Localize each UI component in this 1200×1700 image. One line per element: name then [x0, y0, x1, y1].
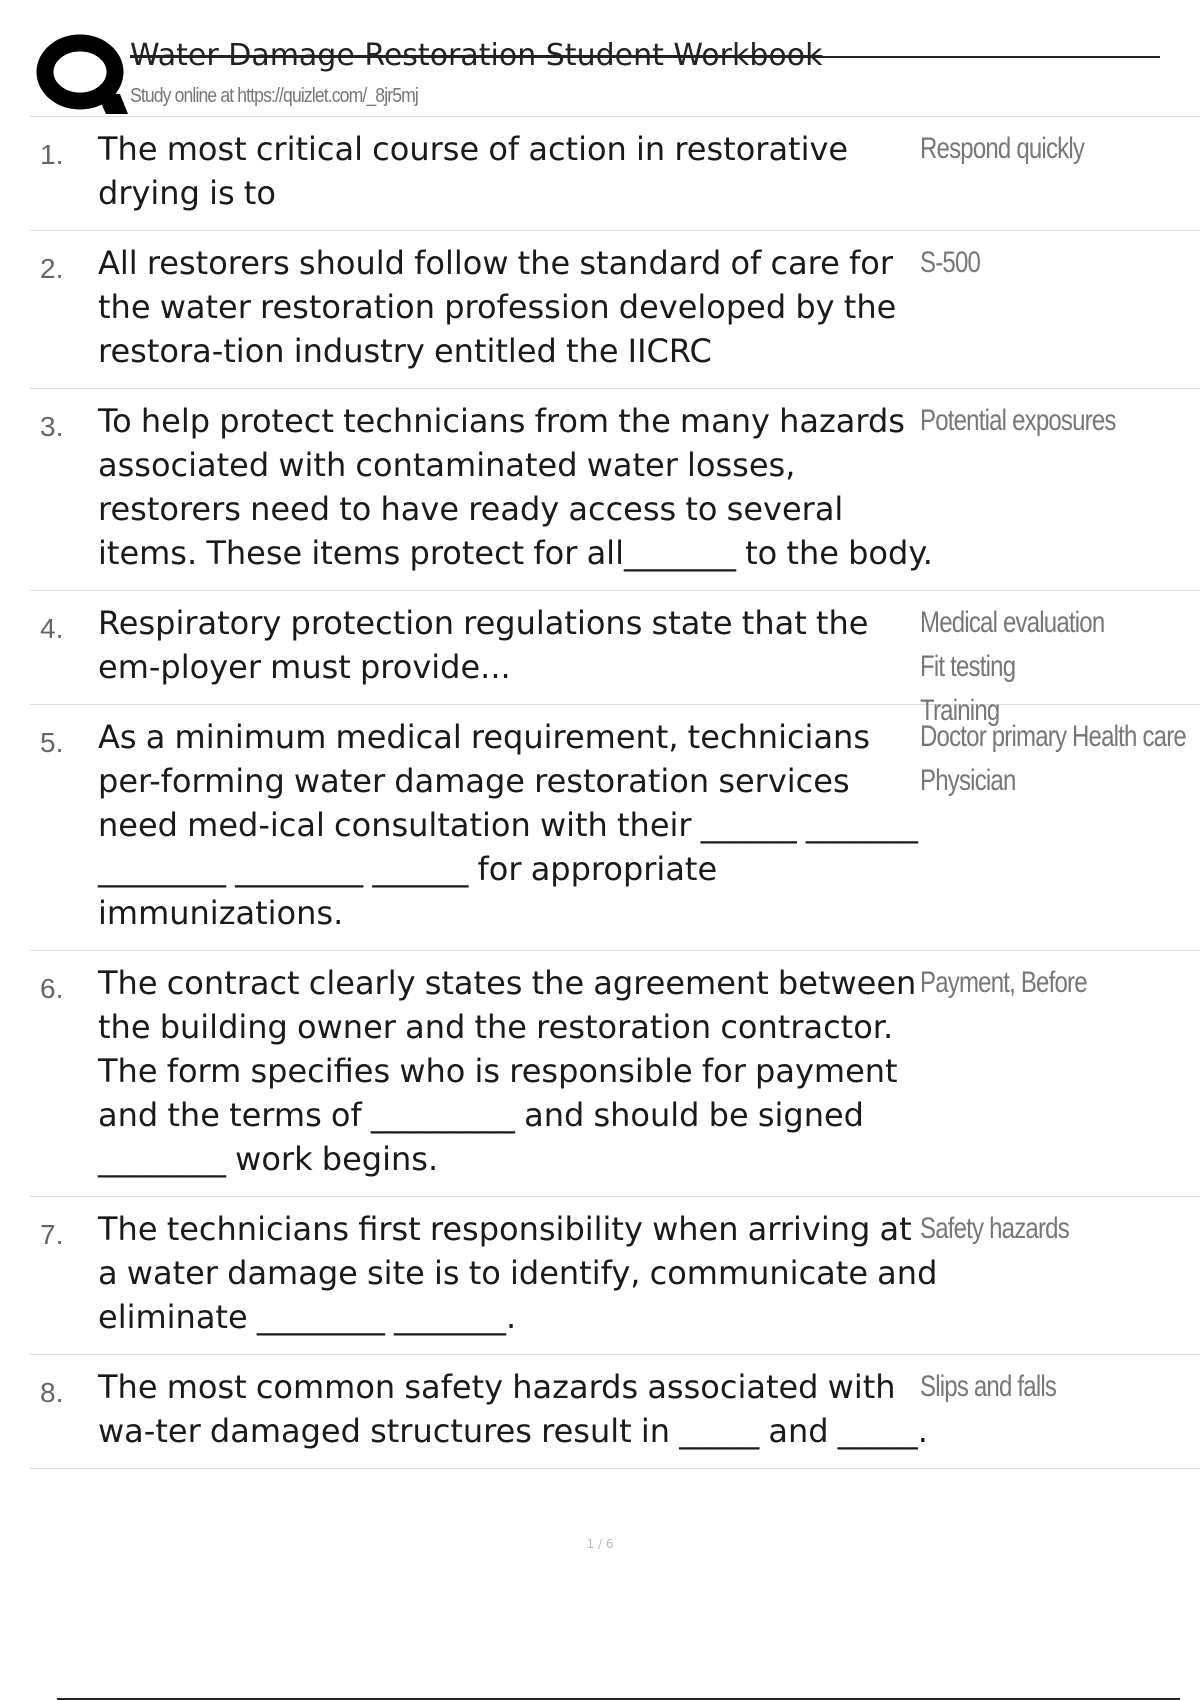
card-row [30, 1355, 1200, 1469]
card-definition [920, 1365, 1200, 1409]
study-online-link[interactable]: Study online at https://quizlet.com/_8jr5mj [130, 85, 418, 107]
card-term: To help protect technicians from the many hazards associated with contaminated water losses, restorers need to have ready access to several items. These items protect for all_______ to the body. [98, 402, 933, 572]
card-term: All restorers should follow the standard of care for the water restoration profession developed by the restora-tion industry entitled the IICRC [98, 244, 897, 370]
card-definition-line: Medical evaluation [920, 606, 1105, 639]
quizlet-logo-icon [32, 32, 142, 116]
card-definition-line: Slips and falls [920, 1370, 1057, 1403]
flashcard-list [30, 116, 1200, 1469]
card-row [30, 389, 1200, 591]
card-definition [920, 1207, 1200, 1251]
card-definition [920, 961, 1200, 1005]
card-term: The contract clearly states the agreement between the building owner and the restoration contractor. The form specifies who is responsible for payment and the terms of _________ and should be signed ________ work begins. [98, 964, 917, 1178]
card-definition [920, 241, 1200, 285]
card-number: 6. [40, 973, 64, 1004]
card-definition [920, 127, 1200, 171]
card-definition-line: Payment, Before [920, 966, 1087, 999]
card-definition-line: Potential exposures [920, 404, 1116, 437]
card-number: 4. [40, 613, 64, 644]
card-definition [920, 715, 1200, 803]
page-header [30, 30, 1160, 118]
card-term: The most critical course of action in restorative drying is to [98, 130, 849, 212]
card-row [30, 951, 1200, 1197]
card-term: Respiratory protection regulations state that the em-ployer must provide... [98, 604, 869, 686]
card-number: 7. [40, 1219, 64, 1250]
card-number: 8. [40, 1377, 64, 1408]
card-term: As a minimum medical requirement, technicians per-forming water damage restoration services need med-ical consultation with their ______ _______ ________ ________ ______ for appropriate immunizations. [98, 718, 918, 932]
card-row [30, 591, 1200, 727]
card-definition-line: Physician [920, 764, 1016, 797]
card-number: 5. [40, 727, 64, 758]
card-term: The most common safety hazards associated with wa-ter damaged structures result in _____ and _____. [98, 1368, 928, 1450]
card-definition-line: S-500 [920, 246, 981, 279]
card-definition-line: Fit testing [920, 650, 1016, 683]
card-row [30, 1197, 1200, 1355]
card-number: 2. [40, 253, 64, 284]
page-title: Water Damage Restoration Student Workbook [130, 38, 823, 73]
card-term: The technicians first responsibility when arriving at a water damage site is to identify, communicate and eliminate ________ _______. [98, 1210, 938, 1336]
card-row [30, 231, 1200, 389]
card-definition-line: Training [920, 694, 1000, 727]
card-definition-line: Respond quickly [920, 132, 1085, 165]
card-definition-line: Doctor primary Health care [920, 720, 1186, 753]
card-row [30, 117, 1200, 231]
card-definition [920, 399, 1200, 443]
card-number: 3. [40, 411, 64, 442]
card-number: 1. [40, 139, 64, 170]
card-definition-line: Safety hazards [920, 1212, 1069, 1245]
page-number: 1 / 6 [586, 1537, 614, 1551]
card-row [30, 705, 1200, 951]
